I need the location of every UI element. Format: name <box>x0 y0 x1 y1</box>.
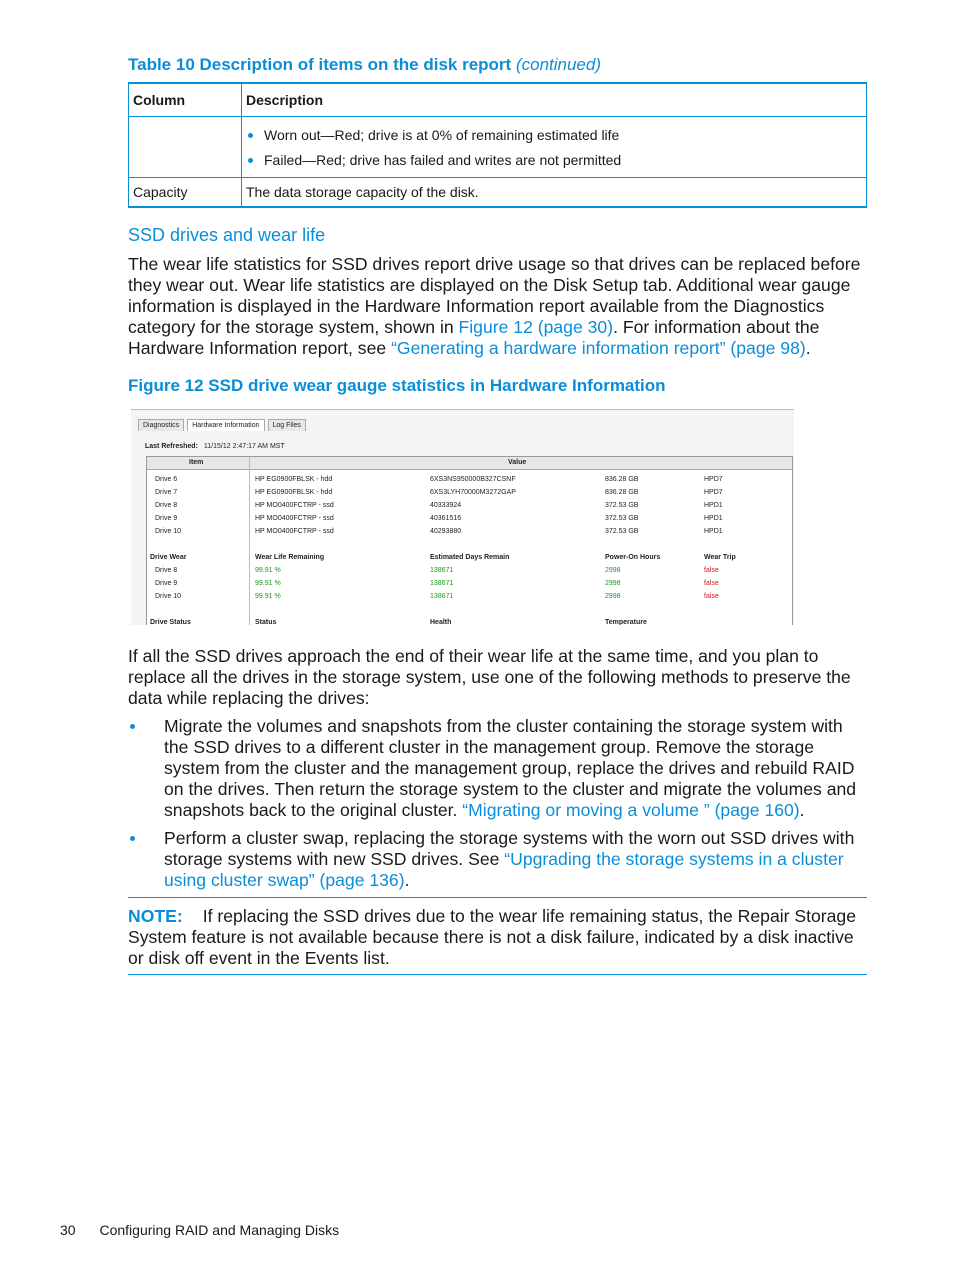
drive-row <box>147 476 792 488</box>
paragraph-text: . <box>805 338 811 358</box>
table-caption-continued: (continued) <box>515 55 602 74</box>
drive-status-header <box>147 619 792 625</box>
bullet-end: . <box>404 870 410 890</box>
table-caption <box>128 55 601 75</box>
figure-caption: Figure 12 SSD drive wear gauge statistics in Hardware Information <box>128 376 666 395</box>
drive-model: HP MO0400FCTRP - ssd <box>255 528 334 535</box>
drive-serial: 40361516 <box>430 515 462 522</box>
drive-serial: 40333924 <box>430 502 462 509</box>
drive-capacity: 372.53 GB <box>605 502 639 509</box>
wear-life: 99.91 % <box>255 593 281 600</box>
bullet-text: Migrate the volumes and snapshots from the cluster containing the storage system with the SSD drives to a different cluster in the management group. Remove the storage system from the cluster and the management group, replace the drives and rebuild RAID on the drives. Then return the storage system to the cluster and migrate the volumes and snapshots back to the original cluster. <box>164 716 857 820</box>
tab-log-files: Log Files <box>268 419 306 431</box>
drive-firmware: HPD7 <box>704 489 723 496</box>
wear-header-life: Wear Life Remaining <box>255 554 325 561</box>
drive-capacity: 372.53 GB <box>605 528 639 535</box>
drive-serial: 6XS3NS950000B327CSNF <box>430 476 516 483</box>
wear-drive: Drive 8 <box>155 567 178 574</box>
grid-header-item: Item <box>189 459 204 466</box>
figure-link[interactable]: Figure 12 (page 30) <box>458 317 614 337</box>
tab-hardware-information: Hardware Information <box>187 419 264 431</box>
wear-hours: 2998 <box>605 580 621 587</box>
paragraph <box>128 254 870 359</box>
drive-capacity: 836.28 GB <box>605 489 639 496</box>
table-cell-description <box>242 117 867 178</box>
bullet-list <box>128 828 870 891</box>
grid-header <box>147 457 792 470</box>
drive-serial: 6XS3LYH70000M3272GAP <box>430 489 516 496</box>
wear-hours: 2998 <box>605 567 621 574</box>
grid-header-value: Value <box>508 459 527 466</box>
wear-row <box>147 580 792 592</box>
drive-name: Drive 7 <box>155 489 178 496</box>
drive-model: HP EG0900FBLSK - hdd <box>255 476 333 483</box>
paragraph: If all the SSD drives approach the end of their wear life at the same time, and you plan to replace all the drives in the storage system, use one of the following methods to preserve the data while replacing the drives: <box>128 646 851 708</box>
status-header-drive: Drive Status <box>150 619 191 625</box>
drive-name: Drive 10 <box>155 528 182 535</box>
status-header-health: Health <box>430 619 452 625</box>
wear-days: 138671 <box>430 593 454 600</box>
drive-name: Drive 8 <box>155 502 178 509</box>
list-item: Failed—Red; drive has failed and writes are not permitted <box>246 148 862 173</box>
paragraph-text: . For information about the Hardware Information report, see <box>128 317 820 358</box>
page-footer <box>60 1222 339 1238</box>
footer-title: Configuring RAID and Managing Disks <box>99 1222 340 1238</box>
wear-trip: false <box>704 580 719 587</box>
note-body: If replacing the SSD drives due to the wear life remaining status, the Repair Storage System feature is not available because there is not a disk failure, indicated by a disk inactive or disk off event in the Events list. <box>128 906 857 968</box>
wear-life: 99.91 % <box>255 567 281 574</box>
wear-days: 138671 <box>430 580 454 587</box>
column-header: Column <box>129 83 242 117</box>
hardware-report-link[interactable]: “Generating a hardware information report” (page 98) <box>391 338 806 358</box>
drive-model: HP MO0400FCTRP - ssd <box>255 515 334 522</box>
drive-serial: 40293880 <box>430 528 462 535</box>
description-header: Description <box>242 83 867 117</box>
wear-row <box>147 593 792 605</box>
page-number: 30 <box>60 1222 76 1238</box>
table-row <box>129 178 867 208</box>
wear-life: 99.91 % <box>255 580 281 587</box>
table-bullet-list <box>246 123 862 173</box>
drive-row <box>147 515 792 527</box>
wear-days: 138671 <box>430 567 454 574</box>
drive-row <box>147 502 792 514</box>
drive-row <box>147 528 792 540</box>
drive-model: HP EG0900FBLSK - hdd <box>255 489 333 496</box>
note-text <box>128 906 867 969</box>
drive-firmware: HPD1 <box>704 502 723 509</box>
section-heading: SSD drives and wear life <box>128 225 326 245</box>
drive-wear-header <box>147 554 792 566</box>
drive-firmware: HPD7 <box>704 476 723 483</box>
table-cell-description: The data storage capacity of the disk. <box>242 178 867 208</box>
drive-capacity: 836.28 GB <box>605 476 639 483</box>
wear-hours: 2998 <box>605 593 621 600</box>
status-header-status: Status <box>255 619 277 625</box>
hardware-info-screenshot <box>131 409 794 625</box>
wear-header-days: Estimated Days Remain <box>430 554 510 561</box>
figure-tabs <box>138 419 306 431</box>
drive-row <box>147 489 792 501</box>
wear-row <box>147 567 792 579</box>
wear-drive: Drive 9 <box>155 580 178 587</box>
last-refreshed-label: Last Refreshed: <box>145 443 198 450</box>
wear-drive: Drive 10 <box>155 593 182 600</box>
note-box <box>128 897 867 975</box>
drive-firmware: HPD1 <box>704 515 723 522</box>
bullet-end: . <box>799 800 805 820</box>
tab-diagnostics: Diagnostics <box>138 419 184 431</box>
cluster-swap-link[interactable]: “Upgrading the storage systems in a cluster using cluster swap” (page 136) <box>164 849 844 890</box>
hardware-info-grid <box>146 456 793 625</box>
last-refreshed <box>145 443 285 450</box>
wear-header-drive: Drive Wear <box>150 554 187 561</box>
table-caption-label: Table 10 Description of items on the disk report <box>128 55 512 74</box>
bullet-list <box>128 716 870 821</box>
table-row <box>129 117 867 178</box>
table-cell-column <box>129 117 242 178</box>
wear-header-hours: Power-On Hours <box>605 554 661 561</box>
drive-firmware: HPD1 <box>704 528 723 535</box>
status-header-temperature: Temperature <box>605 619 647 625</box>
list-item: Worn out—Red; drive is at 0% of remaining estimated life <box>246 123 862 148</box>
migrating-volume-link[interactable]: “Migrating or moving a volume ” (page 160) <box>462 800 800 820</box>
wear-trip: false <box>704 593 719 600</box>
description-table <box>128 82 867 208</box>
drive-model: HP MO0400FCTRP - ssd <box>255 502 334 509</box>
list-item <box>128 716 870 821</box>
wear-header-trip: Wear Trip <box>704 554 736 561</box>
last-refreshed-value: 11/15/12 2:47:17 AM MST <box>203 443 285 450</box>
bullet-text: Perform a cluster swap, replacing the storage systems with the worn out SSD drives with storage systems with new SSD drives. See <box>164 828 855 869</box>
drive-capacity: 372.53 GB <box>605 515 639 522</box>
note-label: NOTE: <box>128 906 183 926</box>
table-cell-column: Capacity <box>129 178 242 208</box>
drive-name: Drive 6 <box>155 476 178 483</box>
paragraph-text: The wear life statistics for SSD drives report drive usage so that drives can be replaced before they wear out. Wear life statistics are displayed on the Disk Setup tab. Additional wear gauge information is displayed in the Hardware Information report available from the Diagnostics category for the storage system, shown in <box>128 254 861 337</box>
wear-trip: false <box>704 567 719 574</box>
drive-name: Drive 9 <box>155 515 178 522</box>
list-item <box>128 828 870 891</box>
